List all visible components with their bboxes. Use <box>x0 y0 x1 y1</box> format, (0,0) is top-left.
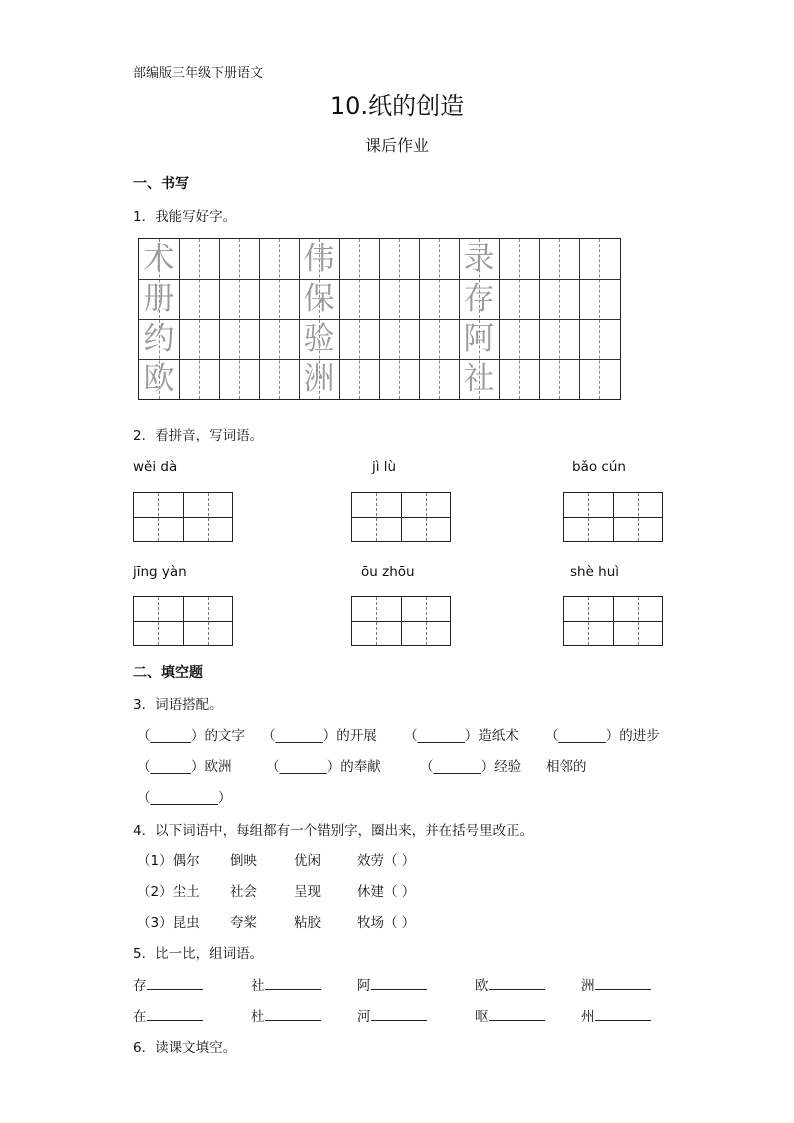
typo-item: 牧场（ ） <box>357 915 416 931</box>
match-item: （__________） <box>137 790 232 806</box>
page-title: 10.纸的创造 <box>329 92 465 120</box>
grid-char: 册 <box>143 281 175 317</box>
compare-item: 呕 <box>475 1005 545 1025</box>
grid-char: 社 <box>463 361 495 397</box>
answer-box[interactable] <box>133 596 233 646</box>
compare-item: 洲 <box>581 974 651 994</box>
grid-char: 洲 <box>303 361 335 397</box>
pinyin-label: jì lù <box>372 459 397 475</box>
grid-char: 录 <box>463 241 495 277</box>
question-6: 6．读课文填空。 <box>133 1040 237 1056</box>
question-2: 2．看拼音，写词语。 <box>133 428 264 444</box>
answer-box[interactable] <box>563 492 663 542</box>
compare-item: 存 <box>133 974 203 994</box>
compare-item: 欧 <box>475 974 545 994</box>
grid-char: 保 <box>303 281 335 317</box>
typo-item: 优闲 <box>294 853 321 869</box>
answer-box[interactable] <box>351 596 451 646</box>
match-item: （______）的文字 <box>137 728 245 744</box>
answer-box[interactable] <box>351 492 451 542</box>
answer-box[interactable] <box>563 596 663 646</box>
question-5: 5．比一比，组词语。 <box>133 946 264 962</box>
match-item: （_______）的开展 <box>262 728 377 744</box>
match-item: （_______）的奉献 <box>266 759 381 775</box>
answer-box[interactable] <box>133 492 233 542</box>
match-item: （_______）经验 <box>420 759 522 775</box>
typo-item: 粘胶 <box>294 915 321 931</box>
grid-char: 伟 <box>303 241 335 277</box>
grid-char: 约 <box>143 321 175 357</box>
compare-item: 阿 <box>357 974 427 994</box>
document-header: 部编版三年级下册语文 <box>133 66 264 81</box>
page-subtitle: 课后作业 <box>364 136 429 155</box>
match-item: （______）欧洲 <box>137 759 232 775</box>
pinyin-label: ōu zhōu <box>361 564 415 580</box>
compare-item: 州 <box>581 1005 651 1025</box>
grid-char: 欧 <box>143 361 175 397</box>
typo-item: （1）偶尔 <box>137 853 200 869</box>
section-writing-heading: 一、书写 <box>133 176 189 192</box>
pinyin-label: wěi dà <box>133 459 178 475</box>
compare-item: 河 <box>357 1005 427 1025</box>
question-4: 4．以下词语中，每组都有一个错别字，圈出来，并在括号里改正。 <box>133 823 534 839</box>
section-fill-heading: 二、填空题 <box>133 665 203 681</box>
grid-char: 验 <box>303 321 335 357</box>
typo-item: 社会 <box>230 884 257 900</box>
question-1: 1．我能写好字。 <box>133 209 237 225</box>
pinyin-label: shè huì <box>570 564 620 580</box>
typo-item: （2）尘土 <box>137 884 200 900</box>
compare-item: 在 <box>133 1005 203 1025</box>
question-3: 3．词语搭配。 <box>133 697 223 713</box>
writing-grid <box>138 238 621 400</box>
match-item: 相邻的 <box>546 759 587 775</box>
typo-item: 休建（ ） <box>357 884 416 900</box>
pinyin-label: bǎo cún <box>572 459 626 475</box>
compare-item: 社 <box>251 974 321 994</box>
match-item: （_______）造纸术 <box>404 728 519 744</box>
typo-item: 倒映 <box>230 853 257 869</box>
typo-item: （3）昆虫 <box>137 915 200 931</box>
grid-char: 阿 <box>463 321 495 357</box>
grid-char: 存 <box>463 281 495 317</box>
match-item: （_______）的进步 <box>545 728 660 744</box>
typo-item: 效劳（ ） <box>357 853 416 869</box>
pinyin-label: jīng yàn <box>133 564 187 580</box>
compare-item: 杜 <box>251 1005 321 1025</box>
grid-char: 术 <box>143 241 175 277</box>
typo-item: 呈现 <box>294 884 321 900</box>
typo-item: 夸桨 <box>230 915 257 931</box>
